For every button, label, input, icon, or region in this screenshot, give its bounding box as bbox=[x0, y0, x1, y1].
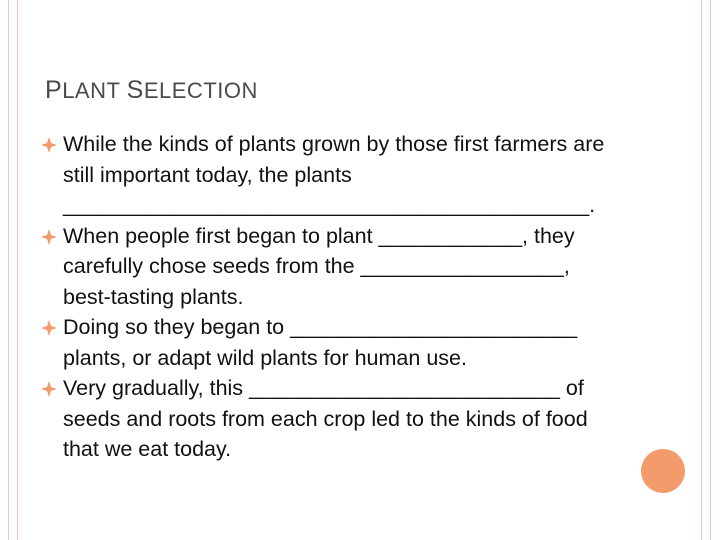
four-point-star-icon bbox=[41, 381, 57, 397]
four-point-star-icon bbox=[41, 320, 57, 336]
bullet-text: When people first began to plant ____________, they carefully chose seeds from the _________________, best-tasting plants. bbox=[63, 223, 575, 309]
title-word-2-rest: ELECTION bbox=[143, 78, 258, 103]
bullet-item bbox=[63, 221, 623, 313]
bullet-item bbox=[63, 373, 623, 465]
bullet-item bbox=[63, 129, 623, 221]
bullet-list bbox=[63, 129, 623, 465]
four-point-star-icon bbox=[41, 229, 57, 245]
four-point-star-icon bbox=[41, 137, 57, 153]
decorative-circle bbox=[641, 449, 685, 493]
bullet-item bbox=[63, 312, 623, 373]
bullet-text: While the kinds of plants grown by those first farmers are still important today, the plants ____________________________________________. bbox=[63, 132, 605, 217]
title-initial-1: P bbox=[45, 76, 63, 104]
bullet-text: Doing so they began to ________________________ plants, or adapt wild plants for human use. bbox=[63, 315, 578, 370]
title-initial-2: S bbox=[126, 76, 144, 104]
title-word-1-rest: LANT bbox=[62, 78, 121, 103]
bullet-text: Very gradually, this __________________________ of seeds and roots from each crop led to the kinds of food that we eat today. bbox=[63, 376, 588, 461]
slide-title bbox=[45, 76, 258, 105]
